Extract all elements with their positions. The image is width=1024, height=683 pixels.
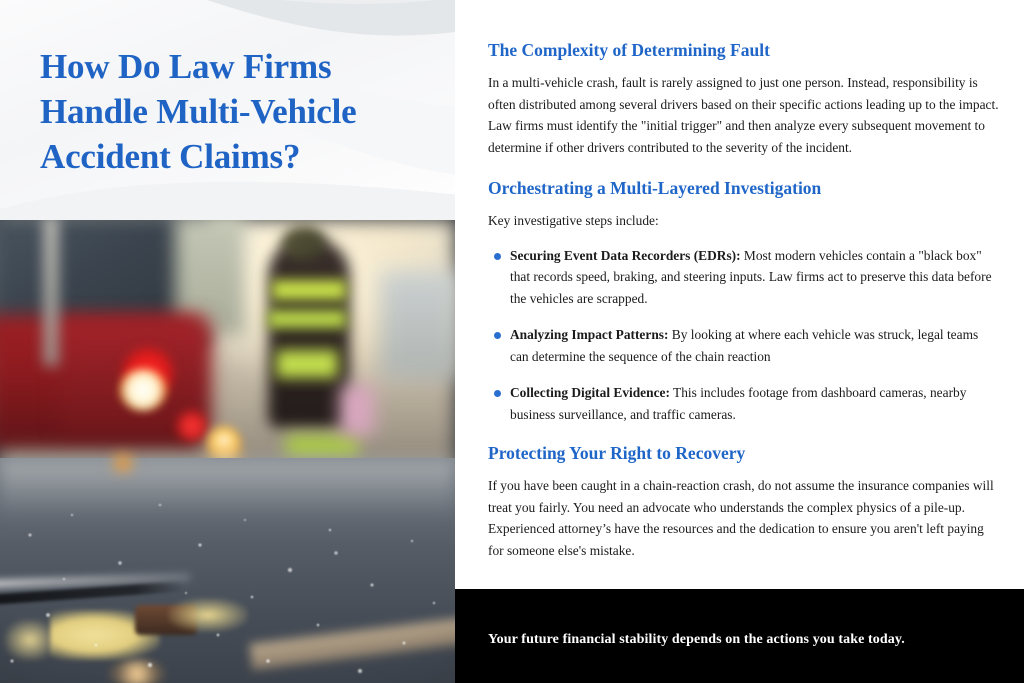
section-orchestrating-investigation	[488, 178, 1000, 425]
section-intro-2: Key investigative steps include:	[488, 213, 659, 228]
section-heading-3: Protecting Your Right to Recovery	[488, 443, 746, 463]
section-heading-2: Orchestrating a Multi-Layered Investigation	[488, 178, 822, 198]
title-panel	[0, 0, 455, 220]
bullet-dot-icon	[494, 253, 501, 260]
footer-banner	[455, 589, 1024, 683]
investigative-steps-list	[488, 245, 1000, 426]
footer-tagline: Your future financial stability depends on the actions you take today.	[488, 632, 905, 647]
bullet-text: Most modern vehicles contain a "black box" that records speed, braking, and steering inputs. Law firms act to preserve this data before the vehicles are scrapped.	[510, 247, 992, 306]
bullet-term: Securing Event Data Recorders (EDRs):	[510, 247, 741, 263]
article-content	[488, 40, 1000, 563]
list-item	[488, 324, 1000, 367]
photo-vignette	[0, 220, 455, 683]
section-paragraph-3: If you have been caught in a chain-reaction crash, do not assume the insurance companies will treat you fairly. You need an advocate who understands the complex physics of a pile-up. Experienced attorney’s have the resources and the dedication to ensure you aren't left paying for someone else's mistake.	[488, 478, 994, 558]
bullet-text: This includes footage from dashboard cameras, nearby business surveillance, and traffic cameras.	[510, 385, 967, 422]
bullet-dot-icon	[494, 332, 501, 339]
list-item	[488, 245, 1000, 310]
hero-accident-photo	[0, 220, 455, 683]
bullet-text: By looking at where each vehicle was struck, legal teams can determine the sequence of the chain reaction	[510, 327, 979, 364]
section-protecting-your-right	[488, 443, 1000, 561]
list-item	[488, 382, 1000, 425]
section-heading-1: The Complexity of Determining Fault	[488, 40, 770, 60]
page-title: How Do Law Firms Handle Multi-Vehicle Accident Claims?	[40, 47, 357, 176]
section-paragraph-1: In a multi-vehicle crash, fault is rarely assigned to just one person. Instead, responsibility is often distributed among several drivers based on their specific actions leading up to the impact. Law firms must identify the "initial trigger" and then analyze every subsequent movement to determine if other drivers contributed to the severity of the incident.	[488, 75, 999, 155]
bullet-term: Collecting Digital Evidence:	[510, 385, 670, 400]
left-column	[0, 0, 455, 683]
bullet-dot-icon	[494, 390, 501, 397]
bullet-term: Analyzing Impact Patterns:	[510, 327, 669, 342]
section-complexity-of-determining-fault	[488, 40, 1000, 158]
right-column	[455, 0, 1024, 683]
